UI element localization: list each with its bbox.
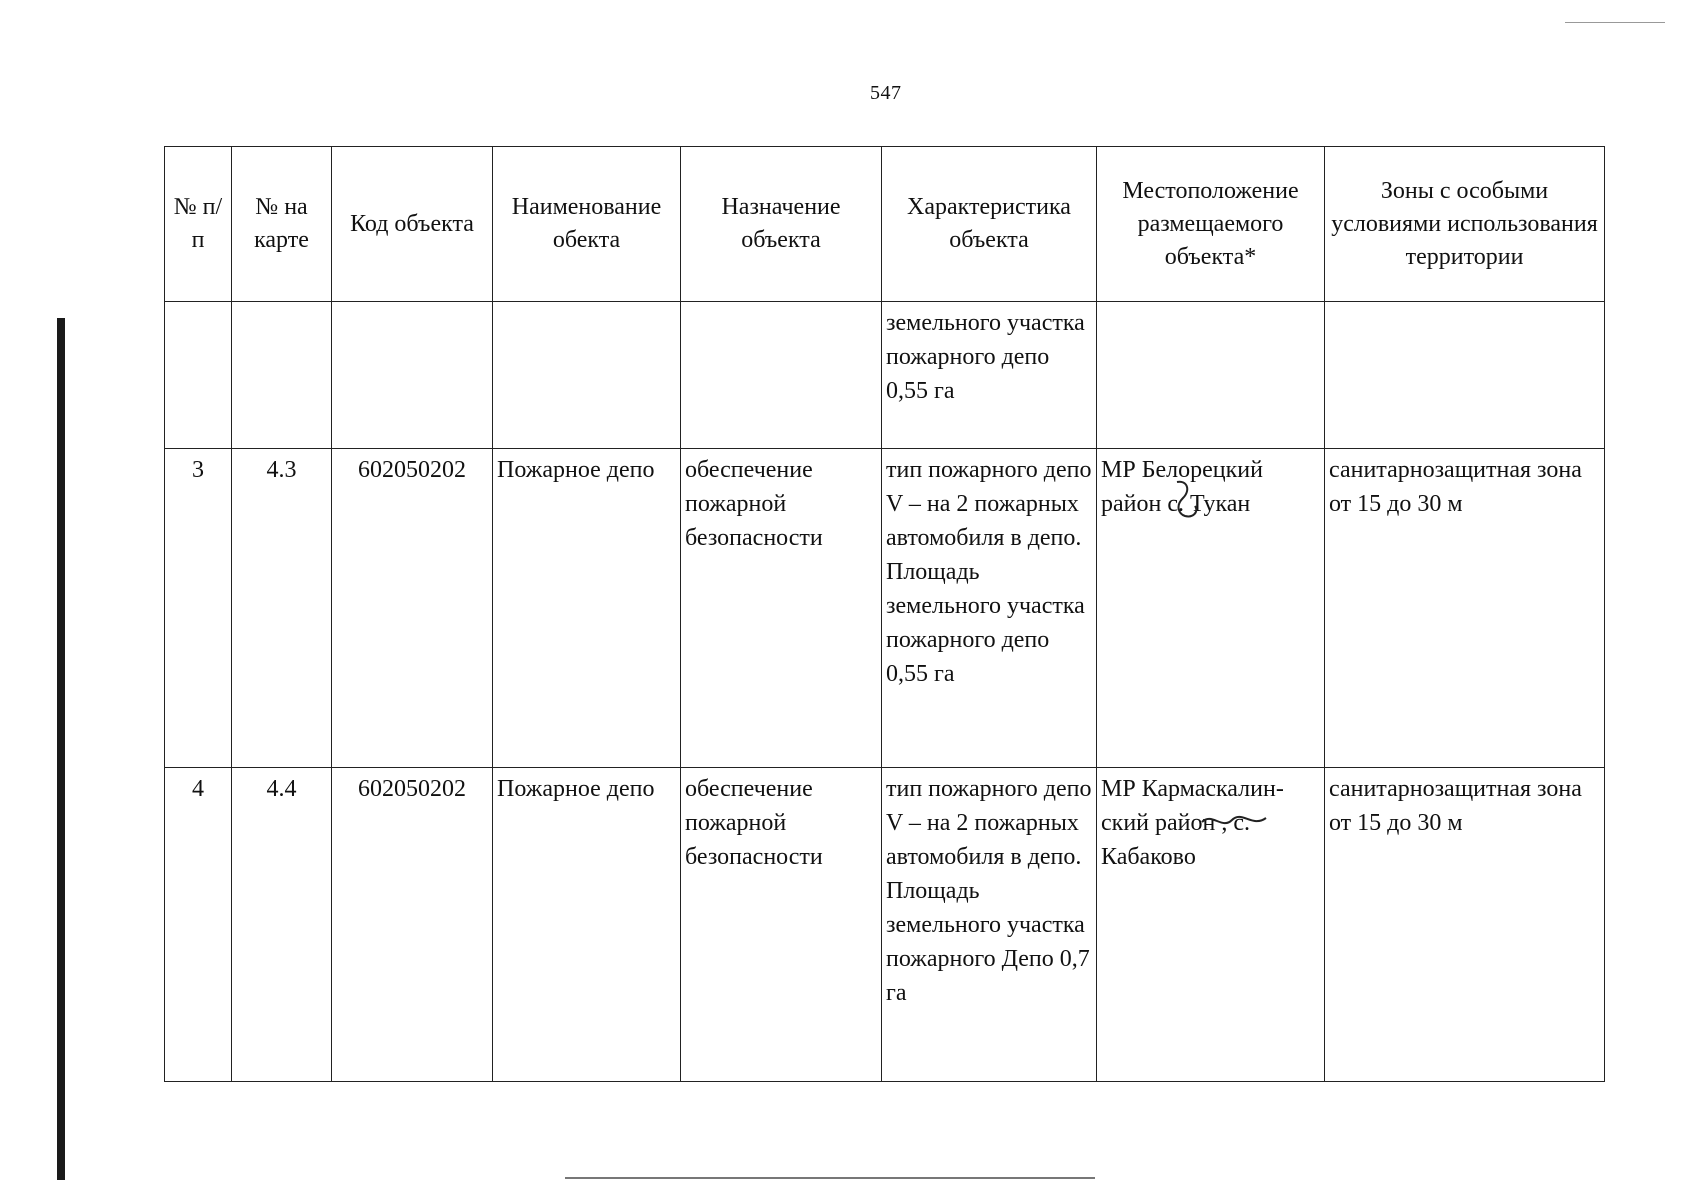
cell-purpose: обеспечение пожарной безопасности	[681, 768, 882, 1082]
scan-artifact-line-bottom	[565, 1177, 1095, 1179]
header-num: № п/п	[165, 147, 232, 302]
header-purpose: Назначение объекта	[681, 147, 882, 302]
cell-empty	[493, 302, 681, 449]
header-zones: Зоны с особыми условиями использования территории	[1325, 147, 1605, 302]
cell-purpose: обеспечение пожарной безопасности	[681, 449, 882, 768]
table-row-continuation	[165, 302, 1605, 449]
header-name: Наименование обекта	[493, 147, 681, 302]
header-location: Местоположение размещаемого объекта*	[1097, 147, 1325, 302]
cell-code: 602050202	[332, 449, 493, 768]
page-number: 547	[870, 82, 902, 104]
cell-characteristic: тип пожарного депо V – на 2 пожарных автомобиля в депо. Площадь земельного участка пожарного Депо 0,7 га	[882, 768, 1097, 1082]
cell-empty	[681, 302, 882, 449]
table-header-row	[165, 147, 1605, 302]
table-row	[165, 449, 1605, 768]
cell-empty	[1097, 302, 1325, 449]
cell-map-num: 4.3	[232, 449, 332, 768]
cell-location: МР Кармаскалин-ский район , с. Кабаково	[1097, 768, 1325, 1082]
cell-zones: санитарнозащитная зона от 15 до 30 м	[1325, 449, 1605, 768]
cell-empty	[332, 302, 493, 449]
table-row	[165, 768, 1605, 1082]
scan-artifact-line-top	[1565, 22, 1665, 23]
header-characteristic: Характеристика объекта	[882, 147, 1097, 302]
cell-empty	[165, 302, 232, 449]
cell-code: 602050202	[332, 768, 493, 1082]
cell-zones: санитарнозащитная зона от 15 до 30 м	[1325, 768, 1605, 1082]
objects-table	[164, 146, 1605, 1082]
cell-characteristic: земельного участка пожарного депо 0,55 га	[882, 302, 1097, 449]
cell-location: МР Белорецкий район с. Тукан	[1097, 449, 1325, 768]
cell-num: 3	[165, 449, 232, 768]
cell-characteristic: тип пожарного депо V – на 2 пожарных автомобиля в депо. Площадь земельного участка пожарного депо 0,55 га	[882, 449, 1097, 768]
cell-num: 4	[165, 768, 232, 1082]
cell-empty	[232, 302, 332, 449]
cell-map-num: 4.4	[232, 768, 332, 1082]
cell-empty	[1325, 302, 1605, 449]
header-code: Код объекта	[332, 147, 493, 302]
cell-name: Пожарное депо	[493, 768, 681, 1082]
cell-name: Пожарное депо	[493, 449, 681, 768]
header-map-num: № на карте	[232, 147, 332, 302]
scan-binding-edge	[57, 318, 65, 1180]
